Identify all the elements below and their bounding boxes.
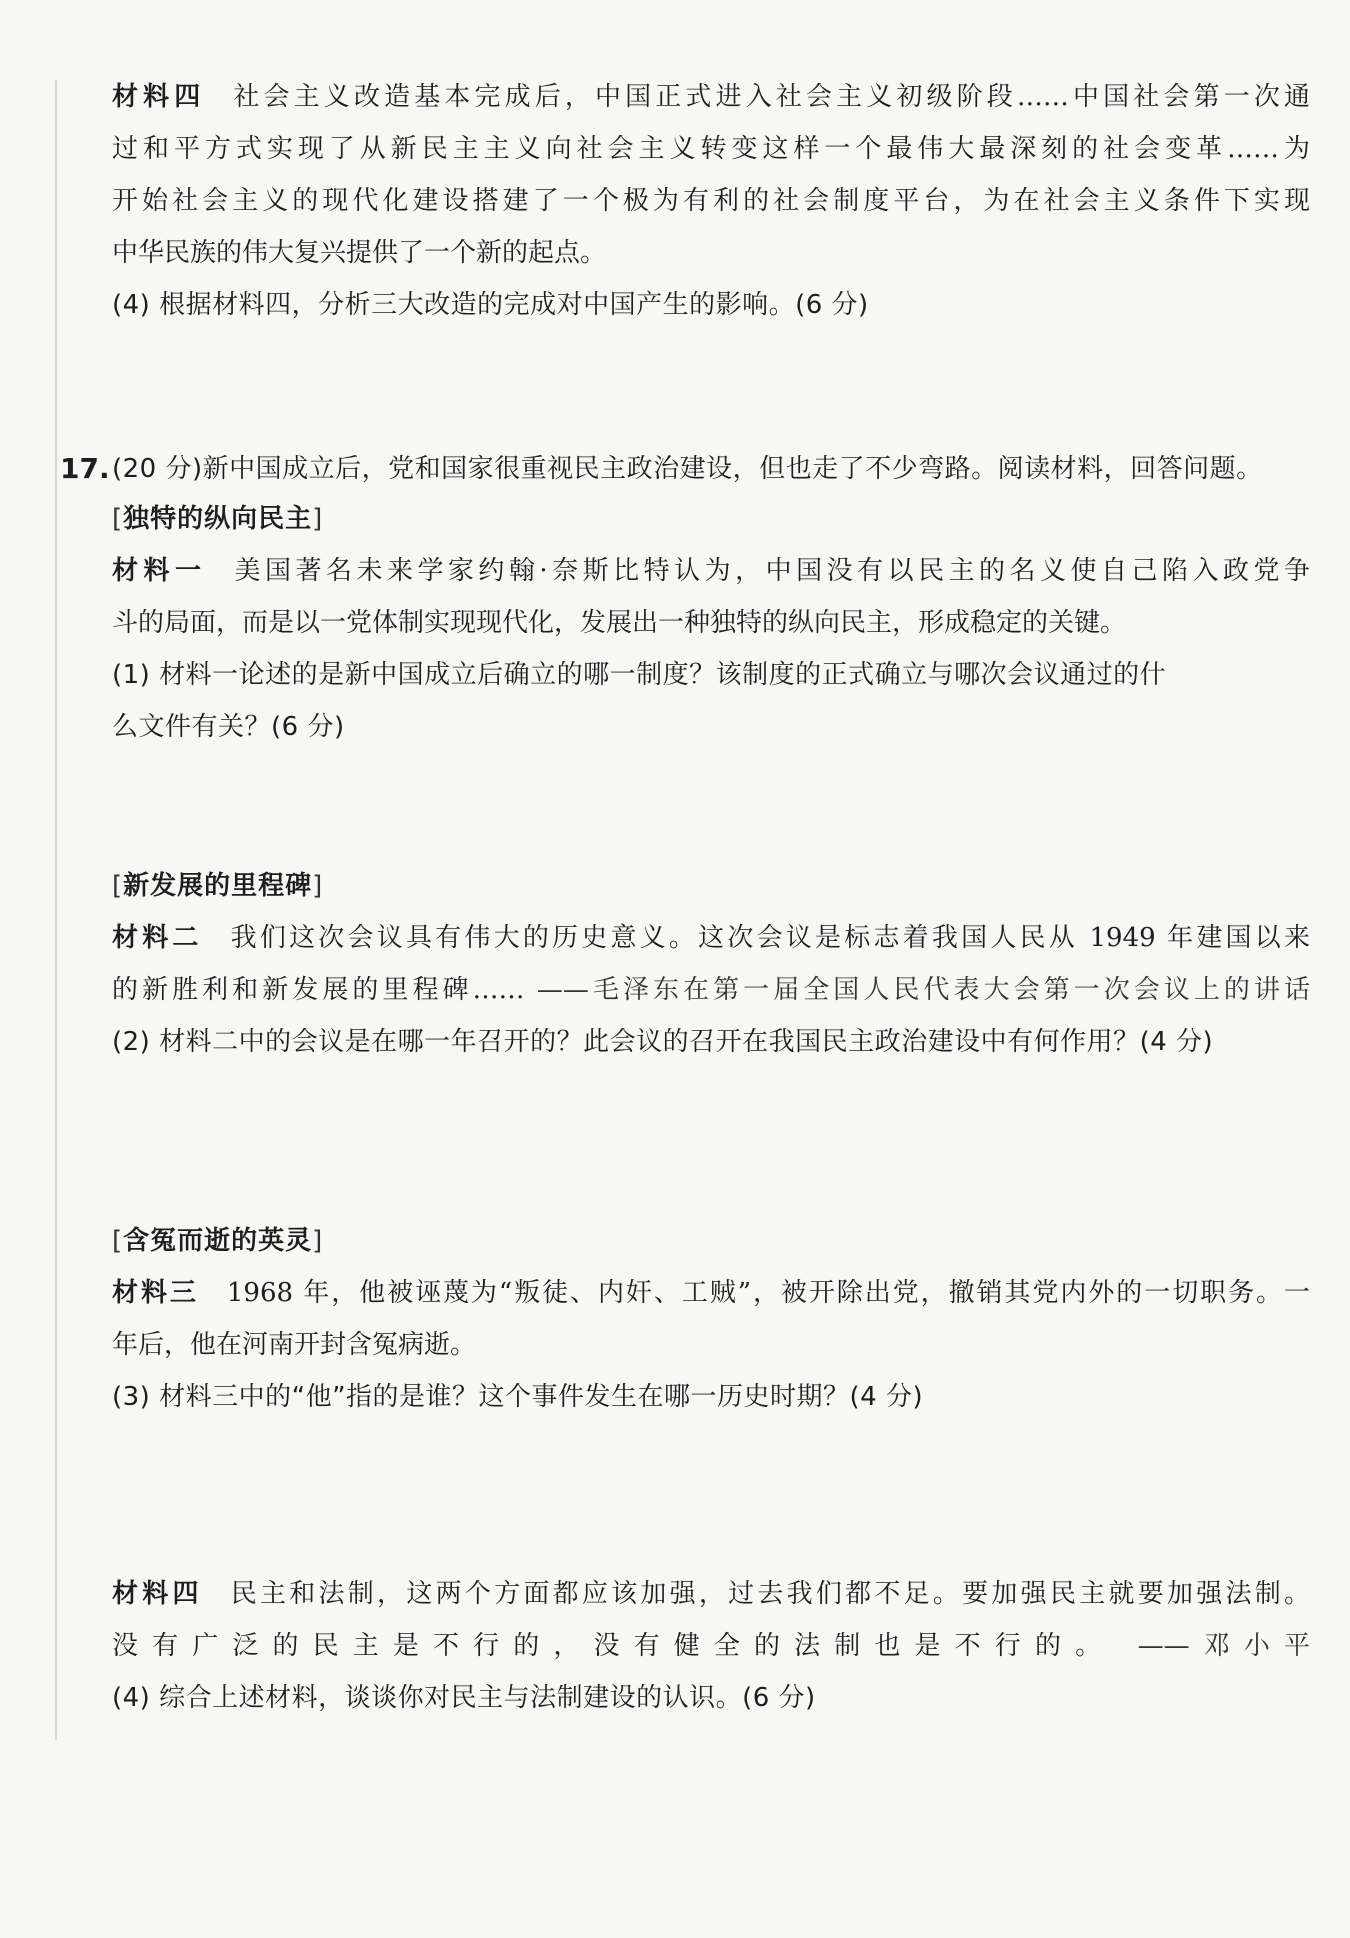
- question-4-top: (4) 根据材料四，分析三大改造的完成对中国产生的影响。(6 分): [112, 290, 869, 320]
- material-line: 过和平方式实现了从新民主主义向社会主义转变这样一个最伟大最深刻的社会变革……为: [112, 134, 1310, 164]
- material-line: [112, 1568, 1310, 1620]
- question-intro: (20 分)新中国成立后，党和国家很重视民主政治建设，但也走了不少弯路。阅读材料，回答问题。: [112, 454, 1263, 484]
- question-17-intro: [112, 443, 1310, 495]
- section-vertical-democracy: [112, 493, 1310, 753]
- material-text: 1968 年，他被诬蔑为“叛徒、内奸、工贼”，被开除出党，撤销其党内外的一切职务。一: [226, 1278, 1310, 1308]
- section-wronged-hero: [112, 1215, 1310, 1423]
- quote-source: ——邓小平: [1137, 1631, 1310, 1661]
- material-text: 美国著名未来学家约翰·奈斯比特认为，中国没有以民主的名义使自己陷入政党争: [234, 556, 1310, 586]
- material-label: 材料三: [112, 1278, 199, 1308]
- section-title: [新发展的里程碑]: [112, 871, 324, 901]
- material-four-top-block: [112, 71, 1310, 331]
- material-line-with-source: [112, 1620, 1310, 1672]
- material-line: [112, 545, 1310, 597]
- question-1-line: 么文件有关？(6 分): [112, 712, 345, 742]
- material-text: 我们这次会议具有伟大的历史意义。这次会议是标志着我国人民从 1949 年建国以来: [230, 923, 1310, 953]
- question-3: (3) 材料三中的“他”指的是谁？这个事件发生在哪一历史时期？(4 分): [112, 1382, 924, 1412]
- material-text: 社会主义改造基本完成后，中国正式进入社会主义初级阶段……中国社会第一次通: [233, 82, 1310, 112]
- material-line: 斗的局面，而是以一党体制实现现代化，发展出一种独特的纵向民主，形成稳定的关键。: [112, 608, 1127, 638]
- material-line-with-source: [112, 964, 1310, 1016]
- question-1-line: (1) 材料一论述的是新中国成立后确立的哪一制度？该制度的正式确立与哪次会议通过的什: [112, 660, 1167, 690]
- quote-source: ——毛泽东在第一届全国人民代表大会第一次会议上的讲话: [536, 975, 1310, 1005]
- section-title-text: 含冤而逝的英灵: [123, 1226, 313, 1256]
- section-title-text: 新发展的里程碑: [123, 871, 313, 901]
- material-line: [112, 1267, 1310, 1319]
- material-line: [112, 71, 1310, 123]
- material-label: 材料一: [112, 556, 207, 586]
- section-milestone: [112, 860, 1310, 1068]
- material-label: 材料四: [112, 82, 206, 112]
- material-text: 的新胜利和新发展的里程碑……: [112, 975, 525, 1005]
- section-democracy-law: [112, 1568, 1310, 1724]
- question-4: (4) 综合上述材料，谈谈你对民主与法制建设的认识。(6 分): [112, 1683, 816, 1713]
- section-title: [含冤而逝的英灵]: [112, 1226, 324, 1256]
- section-title-text: 独特的纵向民主: [123, 504, 313, 534]
- question-2: (2) 材料二中的会议是在哪一年召开的？此会议的召开在我国民主政治建设中有何作用？(4 分): [112, 1027, 1214, 1057]
- binding-margin-line: [55, 80, 57, 1740]
- material-label: 材料二: [112, 923, 203, 953]
- material-line: [112, 912, 1310, 964]
- section-title: [独特的纵向民主]: [112, 504, 324, 534]
- material-line: 开始社会主义的现代化建设搭建了一个极为有利的社会制度平台，为在社会主义条件下实现: [112, 186, 1310, 216]
- material-line: 中华民族的伟大复兴提供了一个新的起点。: [112, 238, 607, 268]
- material-label: 材料四: [112, 1579, 203, 1609]
- material-text: 民主和法制，这两个方面都应该加强，过去我们都不足。要加强民主就要加强法制。: [230, 1579, 1310, 1609]
- question-number: 17.: [60, 452, 110, 485]
- material-line: 年后，他在河南开封含冤病逝。: [112, 1330, 477, 1360]
- material-text: 没有广泛的民主是不行的，没有健全的法制也是不行的。: [112, 1631, 1116, 1661]
